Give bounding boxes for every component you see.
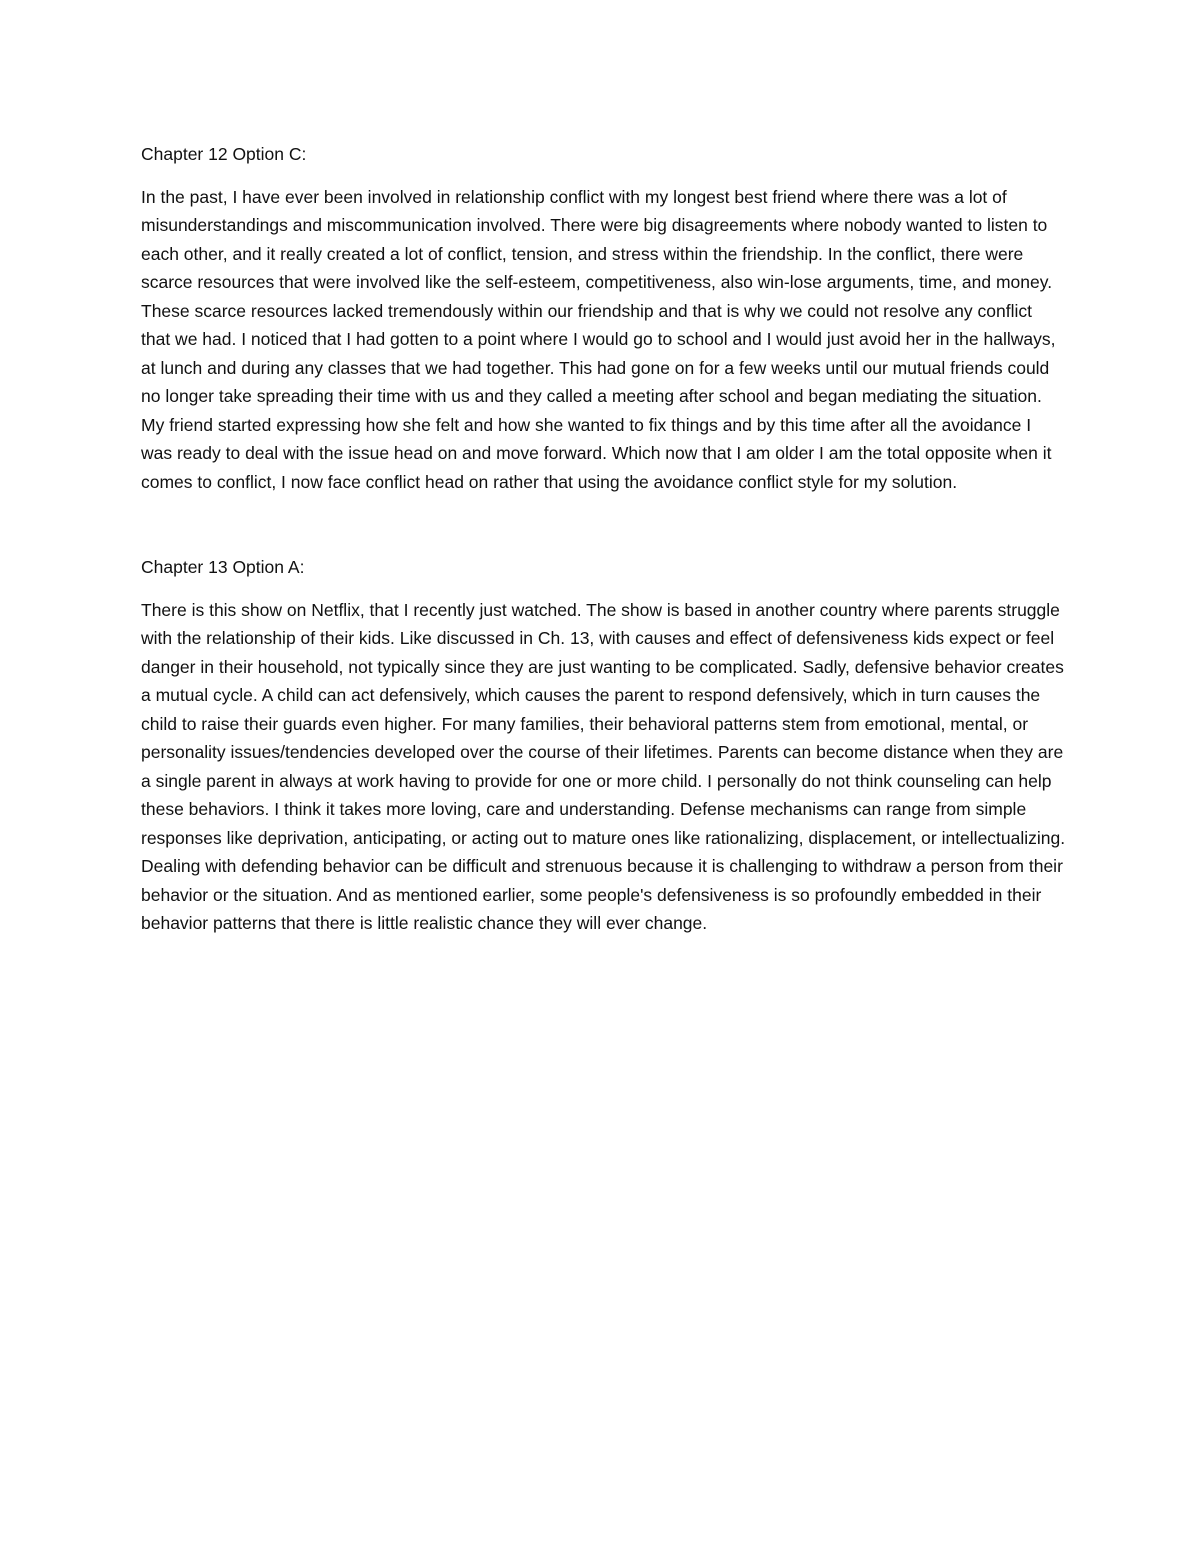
section-body: In the past, I have ever been involved in relationship conflict with my longest best friend where there was a lot of misunderstandings and miscommunication involved. There were big disagreements where nobody wanted to listen to each other, and it really created a lot of conflict, tension, and stress within the friendship. In the conflict, there were scarce resources that were involved like the self-esteem, competitiveness, also win-lose arguments, time, and money. These scarce resources lacked tremendously within our friendship and that is why we could not resolve any conflict that we had. I noticed that I had gotten to a point where I would go to school and I would just avoid her in the hallways, at lunch and during any classes that we had together. This had gone on for a few weeks until our mutual friends could no longer take spreading their time with us and they called a meeting after school and began mediating the situation. My friend started expressing how she felt and how she wanted to fix things and by this time after all the avoidance I was ready to deal with the issue head on and move forward. Which now that I am older I am the total opposite when it comes to conflict, I now face conflict head on rather that using the avoidance conflict style for my solution.	[141, 186, 1056, 492]
section-heading: Chapter 12 Option C:	[141, 144, 307, 164]
section-chapter-12	[141, 140, 1066, 496]
section-body: There is this show on Netflix, that I recently just watched. The show is based in another country where parents struggle with the relationship of their kids. Like discussed in Ch. 13, with causes and effect of defensiveness kids expect or feel danger in their household, not typically since they are just wanting to be complicated. Sadly, defensive behavior creates a mutual cycle. A child can act defensively, which causes the parent to respond defensively, which in turn causes the child to raise their guards even higher. For many families, their behavioral patterns stem from emotional, mental, or personality issues/tendencies developed over the course of their lifetimes. Parents can become distance when they are a single parent in always at work having to provide for one or more child. I personally do not think counseling can help these behaviors. I think it takes more loving, care and understanding. Defense mechanisms can range from simple responses like deprivation, anticipating, or acting out to mature ones like rationalizing, displacement, or intellectualizing. Dealing with defending behavior can be difficult and strenuous because it is challenging to withdraw a person from their behavior or the situation. And as mentioned earlier, some people's defensiveness is so profoundly embedded in their behavior patterns that there is little realistic chance they will ever change.	[141, 599, 1066, 933]
document-content	[141, 140, 1066, 938]
section-chapter-13	[141, 553, 1066, 938]
section-heading: Chapter 13 Option A:	[141, 557, 305, 577]
